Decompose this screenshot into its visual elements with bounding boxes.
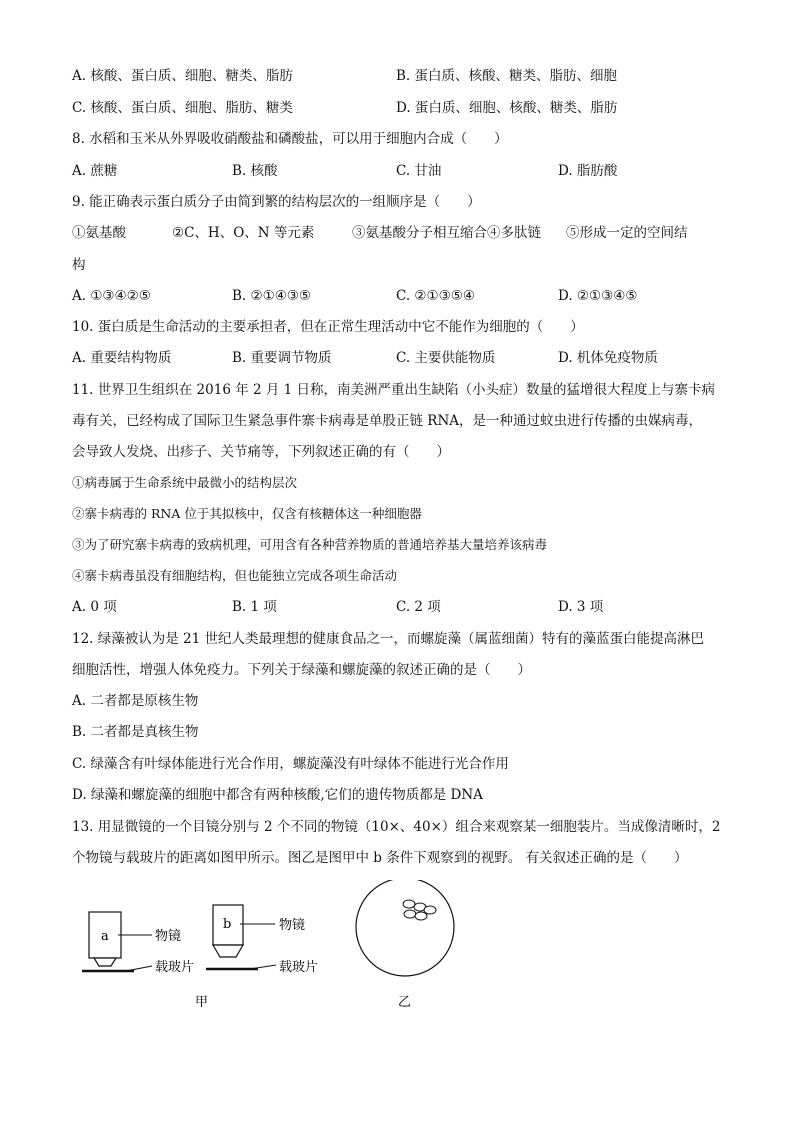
q7-option-b: B. 蛋白质、核酸、糖类、脂肪、细胞 bbox=[396, 68, 618, 84]
q9-item-1: ①氨基酸 bbox=[72, 225, 126, 241]
q9-item-5: ⑤形成一定的空间结 bbox=[566, 225, 688, 241]
q10-option-b: B. 重要调节物质 bbox=[232, 350, 332, 366]
figure-caption-right: 乙 bbox=[398, 995, 412, 1010]
lens-a-label: a bbox=[101, 929, 109, 944]
q12-stem-line-2: 细胞活性，增强人体免疫力。下列关于绿藻和螺旋藻的叙述正确的是（ ） bbox=[72, 662, 531, 678]
figure-caption-left: 甲 bbox=[195, 995, 209, 1010]
q7-option-a: A. 核酸、蛋白质、细胞、糖类、脂肪 bbox=[72, 68, 293, 84]
q9-option-a: A. ①③④②⑤ bbox=[72, 288, 151, 304]
q13-stem-line-2: 个物镜与载玻片的距离如图甲所示。图乙是图甲中 b 条件下观察到的视野。 有关叙述正确的是（ ） bbox=[72, 850, 688, 866]
q12-option-a: A. 二者都是原核生物 bbox=[72, 693, 199, 709]
q10-option-a: A. 重要结构物质 bbox=[72, 350, 172, 366]
q12-stem-line-1: 12. 绿藻被认为是 21 世纪人类最理想的健康食品之一，而螺旋藻（属蓝细菌）特有的藻蓝蛋白能提高淋巴 bbox=[72, 631, 705, 647]
q11-statement-3: ③为了研究寨卡病毒的致病机理，可用含有各种营养物质的普通培养基大量培养该病毒 bbox=[72, 537, 548, 552]
q11-option-d: D. 3 项 bbox=[558, 599, 604, 615]
objective-b-label: 物镜 bbox=[279, 918, 306, 933]
microscope-figure bbox=[0, 880, 794, 1020]
q10-option-c: C. 主要供能物质 bbox=[396, 350, 496, 366]
q8-option-d: D. 脂肪酸 bbox=[558, 163, 618, 179]
q9-item-2: ②C、H、O、N 等元素 bbox=[172, 225, 315, 241]
q8-option-c: C. 甘油 bbox=[396, 163, 442, 179]
q11-option-a: A. 0 项 bbox=[72, 599, 117, 615]
q13-stem-line-1: 13. 用显微镜的一个目镜分别与 2 个不同的物镜（10×、40×）组合来观察某一细胞装片。当成像清晰时，2 bbox=[72, 819, 721, 835]
q7-option-d: D. 蛋白质、细胞、核酸、糖类、脂肪 bbox=[396, 100, 618, 116]
q12-option-b: B. 二者都是真核生物 bbox=[72, 724, 199, 740]
q8-option-b: B. 核酸 bbox=[232, 163, 278, 179]
q10-stem: 10. 蛋白质是生命活动的主要承担者，但在正常生理活动中它不能作为细胞的（ ） bbox=[72, 319, 584, 335]
field-of-view bbox=[356, 880, 454, 976]
q11-stem-line-3: 会导致人发烧、出疹子、关节痛等，下列叙述正确的有（ ） bbox=[72, 444, 450, 460]
q11-statement-2: ②寨卡病毒的 RNA 位于其拟核中，仅含有核糖体这一种细胞器 bbox=[72, 506, 422, 521]
q8-option-a: A. 蔗糖 bbox=[72, 163, 118, 179]
q9-option-b: B. ②①④③⑤ bbox=[232, 288, 312, 304]
q12-option-c: C. 绿藻含有叶绿体能进行光合作用，螺旋藻没有叶绿体不能进行光合作用 bbox=[72, 756, 509, 772]
q10-option-d: D. 机体免疫物质 bbox=[558, 350, 658, 366]
q7-option-c: C. 核酸、蛋白质、细胞、脂肪、糖类 bbox=[72, 100, 293, 116]
q11-statement-1: ①病毒属于生命系统中最微小的结构层次 bbox=[72, 475, 298, 490]
q11-stem-line-1: 11. 世界卫生组织在 2016 年 2 月 1 日称，南美洲严重出生缺陷（小头症）数量的猛增很大程度上与寨卡病 bbox=[72, 382, 716, 398]
q11-stem-line-2: 毒有关，已经构成了国际卫生紧急事件寨卡病毒是单股正链 RNA，是一种通过蚊虫进行传播的虫媒病毒， bbox=[72, 413, 703, 429]
q11-option-b: B. 1 项 bbox=[232, 599, 277, 615]
q9-item-3: ③氨基酸分子相互缩合④多肽链 bbox=[352, 225, 541, 241]
slide-a-label: 载玻片 bbox=[155, 960, 195, 975]
q9-stem: 9. 能正确表示蛋白质分子由简到繁的结构层次的一组顺序是（ ） bbox=[72, 194, 481, 210]
q11-statement-4: ④寨卡病毒虽没有细胞结构，但也能独立完成各项生命活动 bbox=[72, 568, 398, 583]
q9-item-continuation: 构 bbox=[72, 257, 86, 273]
objective-a-label: 物镜 bbox=[155, 929, 182, 944]
q11-option-c: C. 2 项 bbox=[396, 599, 441, 615]
q8-stem: 8. 水稻和玉米从外界吸收硝酸盐和磷酸盐，可以用于细胞内合成（ ） bbox=[72, 131, 508, 147]
q9-option-c: C. ②①③⑤④ bbox=[396, 288, 475, 304]
slide-b-label: 载玻片 bbox=[279, 960, 319, 975]
lens-b-label: b bbox=[223, 917, 232, 932]
q9-option-d: D. ②①③④⑤ bbox=[558, 288, 638, 304]
q12-option-d: D. 绿藻和螺旋藻的细胞中都含有两种核酸,它们的遗传物质都是 DNA bbox=[72, 787, 483, 803]
